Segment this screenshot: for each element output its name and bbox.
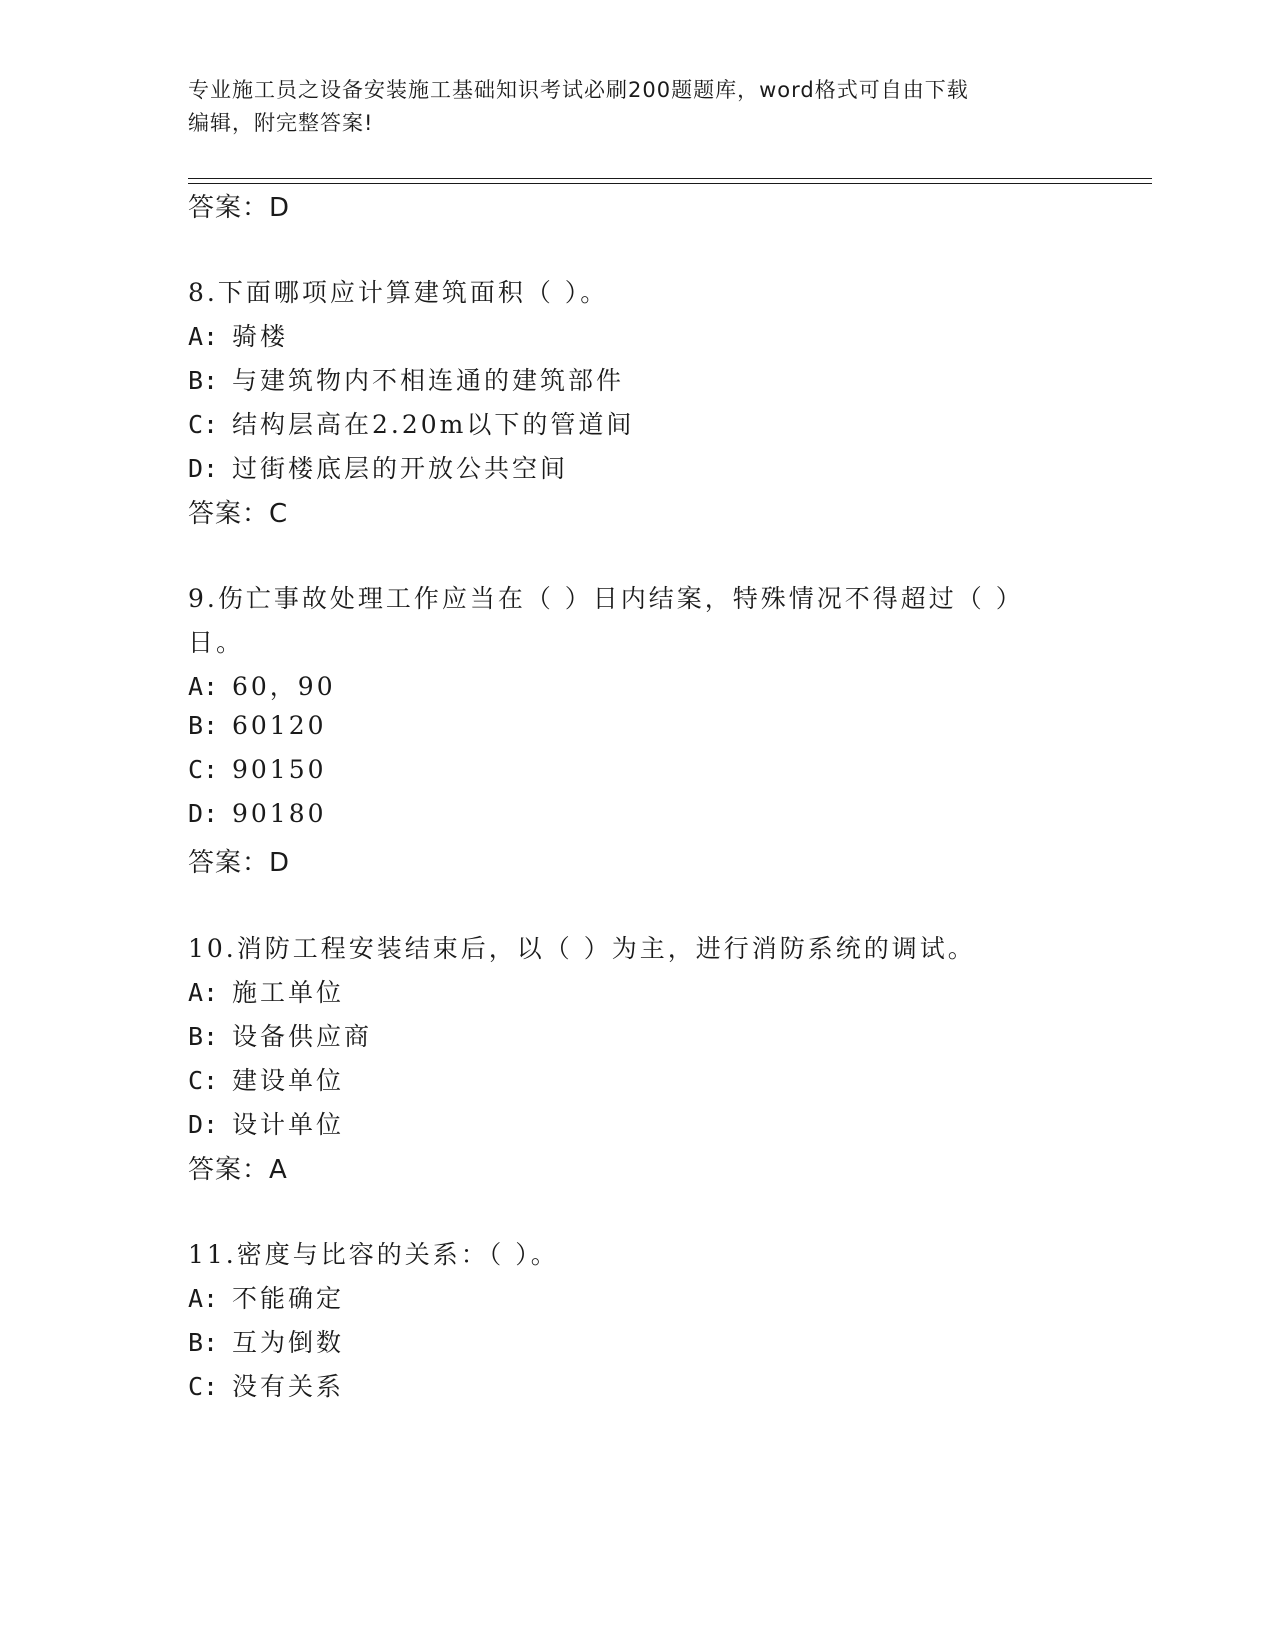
option-c <box>188 755 327 784</box>
option-a <box>188 1279 344 1315</box>
answer-line: 答案：D <box>188 848 291 878</box>
option-text: 不能确定 <box>232 1284 345 1313</box>
header-title-line-2: 编辑，附完整答案! <box>188 111 374 135</box>
option-text: 设计单位 <box>232 1110 345 1139</box>
option-text: 没有关系 <box>232 1372 345 1401</box>
option-key: D: <box>188 454 219 483</box>
option-a <box>188 317 288 353</box>
option-d <box>188 449 568 485</box>
option-text: 互为倒数 <box>232 1328 345 1357</box>
option-key: B: <box>188 711 219 740</box>
option-b <box>188 711 327 740</box>
option-key: A: <box>188 978 219 1007</box>
option-text: 90150 <box>232 755 327 784</box>
option-d <box>188 1105 344 1141</box>
option-text: 过街楼底层的开放公共空间 <box>232 454 569 483</box>
answer-line: 答案：D <box>188 193 291 223</box>
header-divider-bottom <box>188 183 1152 184</box>
option-text: 60，90 <box>232 672 336 701</box>
question-stem: 11.密度与比容的关系：（ ）。 <box>188 1240 559 1269</box>
option-key: C: <box>188 755 219 784</box>
header-divider-top <box>188 178 1152 179</box>
option-a <box>188 973 344 1009</box>
option-text: 设备供应商 <box>232 1022 373 1051</box>
question-stem: 9.伤亡事故处理工作应当在（ ）日内结案，特殊情况不得超过（ ） <box>188 584 1024 613</box>
answer-line: 答案：A <box>188 1155 288 1185</box>
option-key: A: <box>188 322 219 351</box>
option-text: 90180 <box>232 799 327 828</box>
option-key: D: <box>188 799 219 828</box>
answer-line: 答案：C <box>188 499 289 529</box>
option-d <box>188 799 327 828</box>
document-header <box>188 74 1088 140</box>
option-text: 骑楼 <box>232 322 289 351</box>
option-key: A: <box>188 1284 219 1313</box>
option-text: 建设单位 <box>232 1066 345 1095</box>
option-text: 结构层高在2.20m以下的管道间 <box>232 410 635 439</box>
question-stem: 10.消防工程安装结束后，以（ ）为主，进行消防系统的调试。 <box>188 934 976 963</box>
option-key: B: <box>188 366 219 395</box>
option-c <box>188 405 634 441</box>
option-key: A: <box>188 672 219 701</box>
option-text: 与建筑物内不相连通的建筑部件 <box>232 366 625 395</box>
option-key: C: <box>188 410 219 439</box>
option-c <box>188 1061 344 1097</box>
option-text: 施工单位 <box>232 978 345 1007</box>
option-b <box>188 1017 372 1053</box>
option-b <box>188 361 624 397</box>
option-b <box>188 1323 344 1359</box>
option-text: 60120 <box>232 711 327 740</box>
option-key: C: <box>188 1066 219 1095</box>
option-key: D: <box>188 1110 219 1139</box>
option-c <box>188 1367 344 1403</box>
question-stem: 8.下面哪项应计算建筑面积（ ）。 <box>188 278 609 307</box>
question-stem-continuation: 日。 <box>188 628 245 657</box>
option-key: B: <box>188 1328 219 1357</box>
option-key: C: <box>188 1372 219 1401</box>
option-a <box>188 667 336 703</box>
option-key: B: <box>188 1022 219 1051</box>
header-title-line-1: 专业施工员之设备安装施工基础知识考试必刷200题题库，word格式可自由下载 <box>188 78 969 102</box>
